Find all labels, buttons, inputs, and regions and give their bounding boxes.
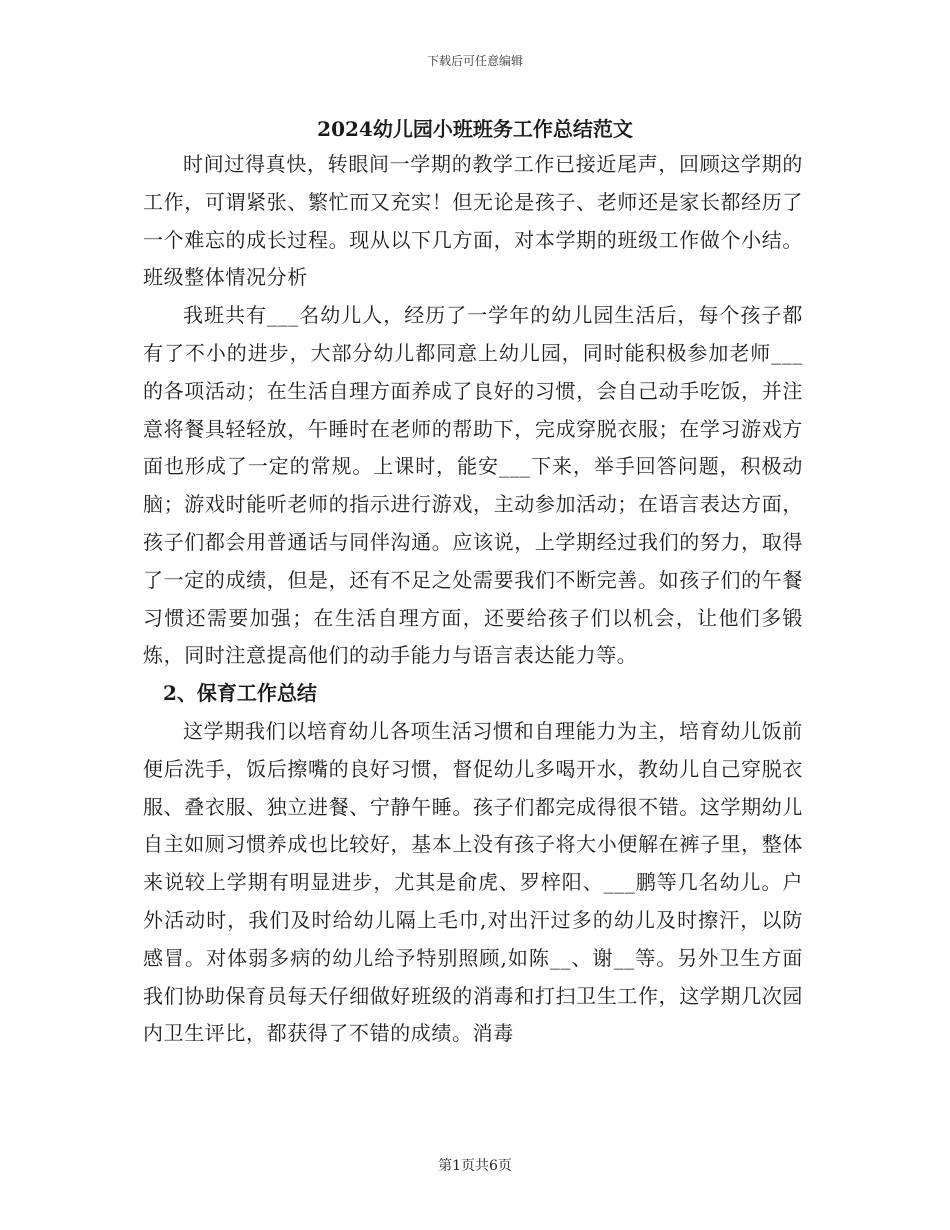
page-header-note: 下载后可任意编辑 xyxy=(426,54,523,68)
document-title: 2024幼儿园小班班务工作总结范文 xyxy=(317,117,633,141)
paragraph-intro: 时间过得真快，转眼间一学期的教学工作已接近尾声，回顾这学期的工作，可谓紧张、繁忙而又充实！但无论是孩子、老师还是家长都经历了一个难忘的成长过程。现从以下几方面，对本学期的班级工作做个小结。班级整体情况分析 xyxy=(143,152,803,290)
paragraph-care-summary: 这学期我们以培育幼儿各项生活习惯和自理能力为主，培育幼儿饭前便后洗手，饭后擦嘴的良好习惯，督促幼儿多喝开水，教幼儿自己穿脱衣服、叠衣服、独立进餐、宁静午睡。孩子们都完成得很不错。这学期幼儿自主如厕习惯养成也比较好，基本上没有孩子将大小便解在裤子里，整体来说较上学期有明显进步，尤其是俞虎、罗梓阳、___鹏等几名幼儿。户外活动时，我们及时给幼儿隔上毛巾,对出汗过多的幼儿及时擦汗，以防感冒。对体弱多病的幼儿给予特别照顾,如陈__、谢__等。另外卫生方面我们协助保育员每天仔细做好班级的消毒和打扫卫生工作，这学期几次园内卫生评比，都获得了不错的成绩。消毒 xyxy=(143,718,803,1046)
document-body xyxy=(143,146,803,1053)
section-heading-care: 2、保育工作总结 xyxy=(163,681,317,706)
paragraph-class-overview: 我班共有___名幼儿人，经历了一学年的幼儿园生活后，每个孩子都有了不小的进步，大部分幼儿都同意上幼儿园，同时能积极参加老师___的各项活动；在生活自理方面养成了良好的习惯，会自己动手吃饭，并注意将餐具轻轻放，午睡时在老师的帮助下，完成穿脱衣服；在学习游戏方面也形成了一定的常规。上课时，能安___下来，举手回答问题，积极动脑；游戏时能听老师的指示进行游戏，主动参加活动；在语言表达方面，孩子们都会用普通话与同伴沟通。应该说，上学期经过我们的努力，取得了一定的成绩，但是，还有不足之处需要我们不断完善。如孩子们的午餐习惯还需要加强；在生活自理方面，还要给孩子们以机会，让他们多锻炼，同时注意提高他们的动手能力与语言表达能力等。 xyxy=(143,303,803,668)
page-number: 第1页共6页 xyxy=(438,1158,512,1174)
